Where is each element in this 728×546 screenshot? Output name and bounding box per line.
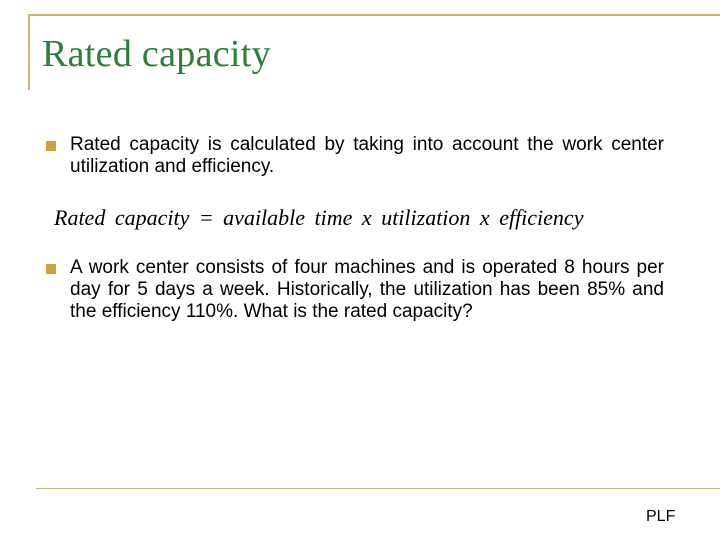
slide-title: Rated capacity: [42, 33, 271, 75]
bottom-rule: [36, 488, 720, 489]
bullet-marker-1: [46, 141, 56, 151]
bullet-marker-2: [46, 264, 56, 274]
formula: Rated capacity = available time x utilization x efficiency: [54, 205, 584, 230]
bullet-text-2: A work center consists of four machines and is operated 8 hours per day for 5 days a week. Historically, the utilization has been 85% and the efficiency 110%. What is the rated capacity?: [70, 257, 664, 322]
top-rule: [28, 14, 720, 16]
left-rule: [28, 14, 30, 90]
footer-label: PLF: [646, 508, 676, 525]
bullet-text-1: Rated capacity is calculated by taking into account the work center utilization and efficiency.: [70, 134, 664, 177]
